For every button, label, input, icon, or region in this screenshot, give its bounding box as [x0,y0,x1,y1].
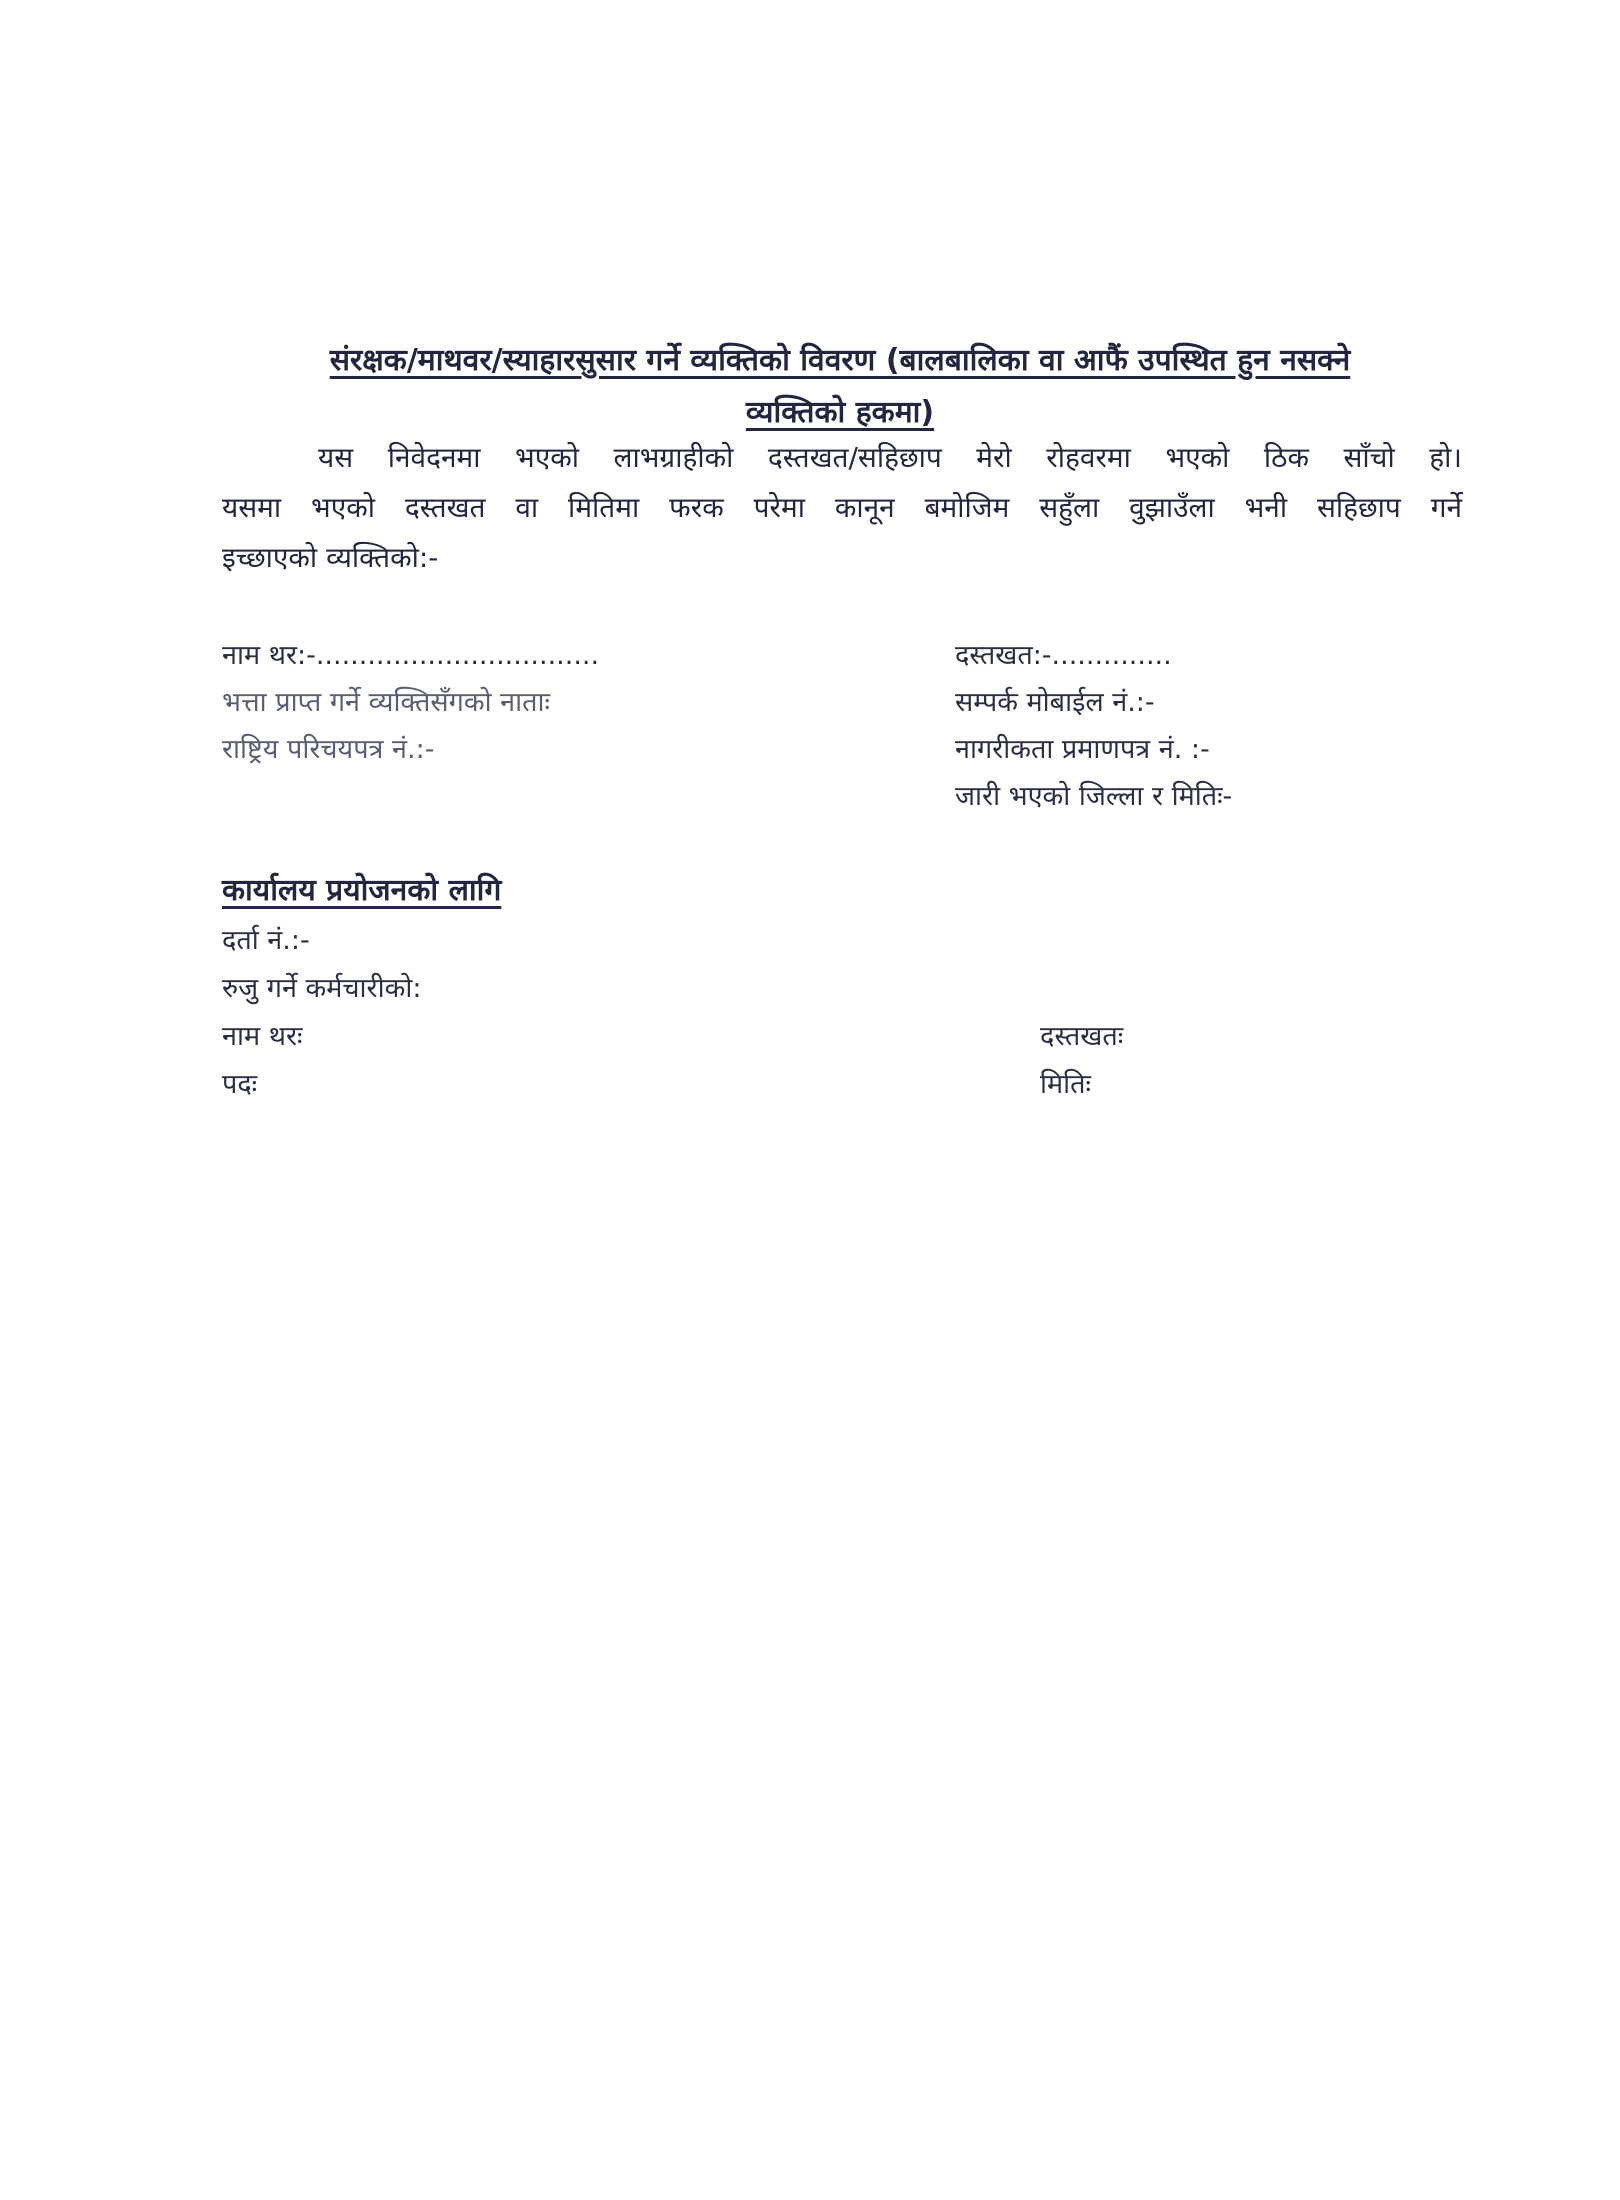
form-title-line-1: संरक्षक/माथवर/स्याहारसुसार गर्ने व्यक्तिको विवरण (बालबालिका वा आफैं उपस्थित हुन नसक्ने [329,343,1351,378]
guardian-mobile-field: सम्पर्क मोबाईल नं.:- [955,687,1155,718]
declaration-paragraph [222,433,1462,583]
guardian-citizenship-field: नागरीकता प्रमाणपत्र नं. :- [955,734,1210,765]
verifier-signature-field: दस्तखतः [1040,1021,1124,1052]
verifier-date-field: मितिः [1040,1069,1091,1100]
form-title-line-2: व्यक्तिको हकमा) [745,395,935,430]
declaration-line-3: इच्छाएको व्यक्तिको:- [222,541,439,574]
declaration-line-2: यसमा भएको दस्तखत वा मितिमा फरक परेमा कानून बमोजिम सहुँला वुझाउँला भनी सहिछाप गर्ने [222,491,1462,524]
verifier-name-field: नाम थरः [222,1021,303,1052]
verifier-label: रुजु गर्ने कर्मचारीको: [222,973,422,1004]
guardian-national-id-field: राष्ट्रिय परिचयपत्र नं.:- [222,734,435,765]
guardian-relation-field: भत्ता प्राप्त गर्ने व्यक्तिसँगको नाताः [222,687,550,718]
office-use-heading: कार्यालय प्रयोजनको लागि [222,873,502,908]
guardian-name-field: नाम थर:-................................. [222,640,600,671]
guardian-issued-field: जारी भएको जिल्ला र मितिः- [955,781,1233,812]
guardian-signature-field: दस्तखत:-.............. [955,640,1172,671]
verifier-post-field: पदः [222,1069,258,1100]
registration-number-field: दर्ता नं.:- [222,925,310,956]
declaration-line-1: यस निवेदनमा भएको लाभग्राहीको दस्तखत/सहिछाप मेरो रोहवरमा भएको ठिक साँचो हो। [318,441,1462,474]
